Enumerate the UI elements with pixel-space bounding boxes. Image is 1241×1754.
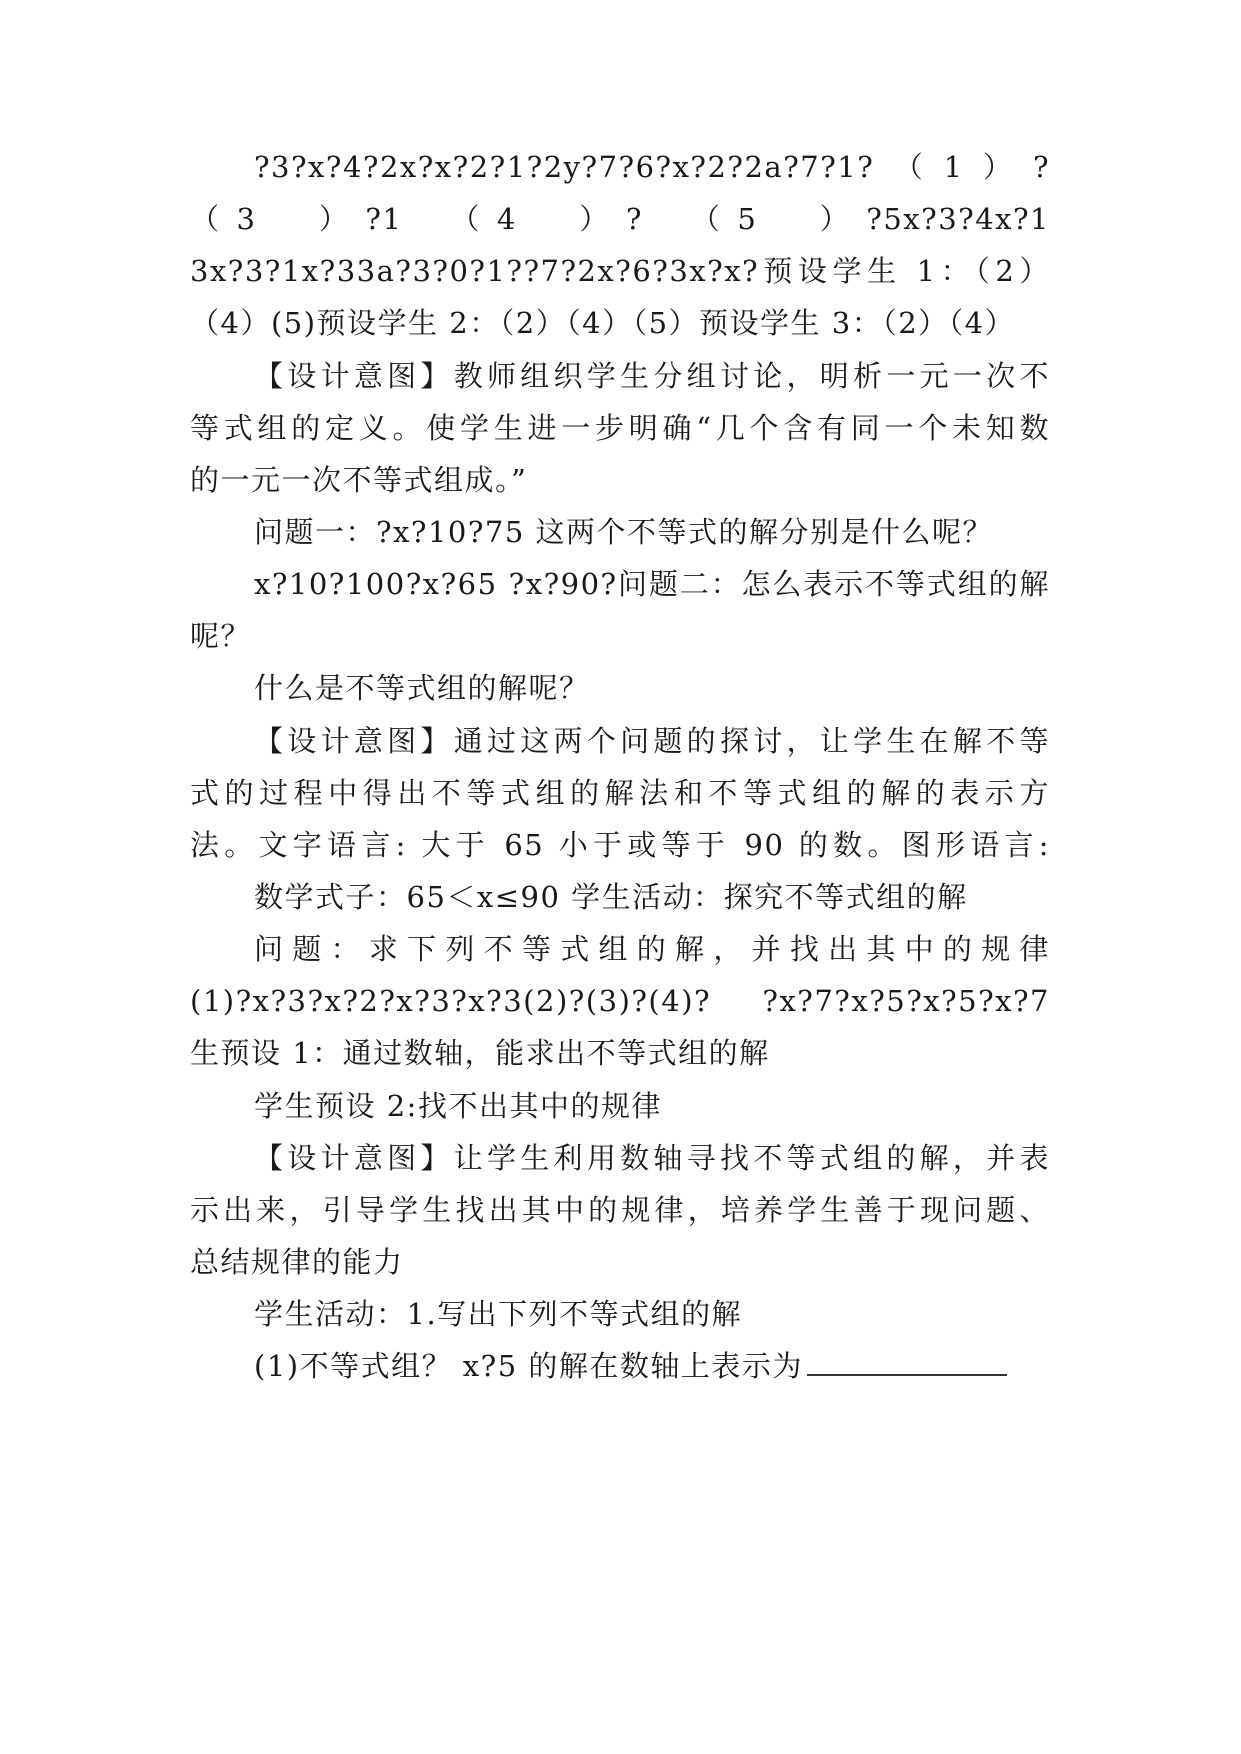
- exercise-line: [254, 1346, 1050, 1386]
- text-line-14: 法。文字语言: 大于 65 小于或等于 90 的数。图形语言:: [190, 828, 1050, 862]
- text-line-10: 呢？: [190, 619, 252, 653]
- math-expression-line: 数学式子：65＜x≤90 学生活动：探究不等式组的解: [254, 880, 968, 914]
- text-line-2: （3 ）?1 （4 ）? （5 ）?5x?3?4x?1: [190, 202, 1050, 236]
- text-line-22: 总结规律的能力: [190, 1245, 404, 1279]
- text-line-4: （4）(5)预设学生 2：（2）（4）（5）预设学生 3：（2）（4）: [190, 306, 1016, 340]
- text-line-3: 3x?3?1x?33a?3?0?1??7?2x?6?3x?x?预设学生 1：（2）: [190, 254, 1050, 288]
- design-intent-1: 【设计意图】教师组织学生分组讨论，明析一元一次不: [254, 359, 1050, 393]
- exercise-text: (1)不等式组？ x?5 的解在数轴上表示为: [254, 1349, 803, 1383]
- question-solution: 什么是不等式组的解呢？: [254, 671, 590, 705]
- text-line-6: 等式组的定义。使学生进一步明确“几个含有同一个未知数: [190, 411, 1050, 445]
- question-two-line: x?10?100?x?65 ?x?90?问题二：怎么表示不等式组的解: [254, 567, 1050, 601]
- student-preset-2: 学生预设 2:找不出其中的规律: [254, 1089, 662, 1123]
- problem-line: 问题：求下列不等式组的解，并找出其中的规律: [254, 932, 1050, 966]
- text-line-21: 示出来，引导学生找出其中的规律，培养学生善于现问题、: [190, 1193, 1050, 1227]
- text-line-7: 的一元一次不等式组成。”: [190, 463, 528, 497]
- design-intent-2: 【设计意图】通过这两个问题的探讨，让学生在解不等: [254, 724, 1050, 758]
- design-intent-3: 【设计意图】让学生利用数轴寻找不等式组的解，并表: [254, 1141, 1050, 1175]
- answer-blank: [807, 1346, 1007, 1376]
- student-activity: 学生活动：1.写出下列不等式组的解: [254, 1297, 743, 1331]
- text-line-1: ?3?x?4?2x?x?2?1?2y?7?6?x?2?2a?7?1?（1）?: [254, 150, 1050, 184]
- question-one: 问题一：?x?10?75 这两个不等式的解分别是什么呢？: [254, 515, 994, 549]
- text-line-17: (1)?x?3?x?2?x?3?x?3(2)?(3)?(4)? ?x?7?x?5?x?5?x?7: [190, 984, 1050, 1018]
- text-line-18: 生预设 1：通过数轴，能求出不等式组的解: [190, 1036, 770, 1070]
- text-line-13: 式的过程中得出不等式组的解法和不等式组的解的表示方: [190, 776, 1050, 810]
